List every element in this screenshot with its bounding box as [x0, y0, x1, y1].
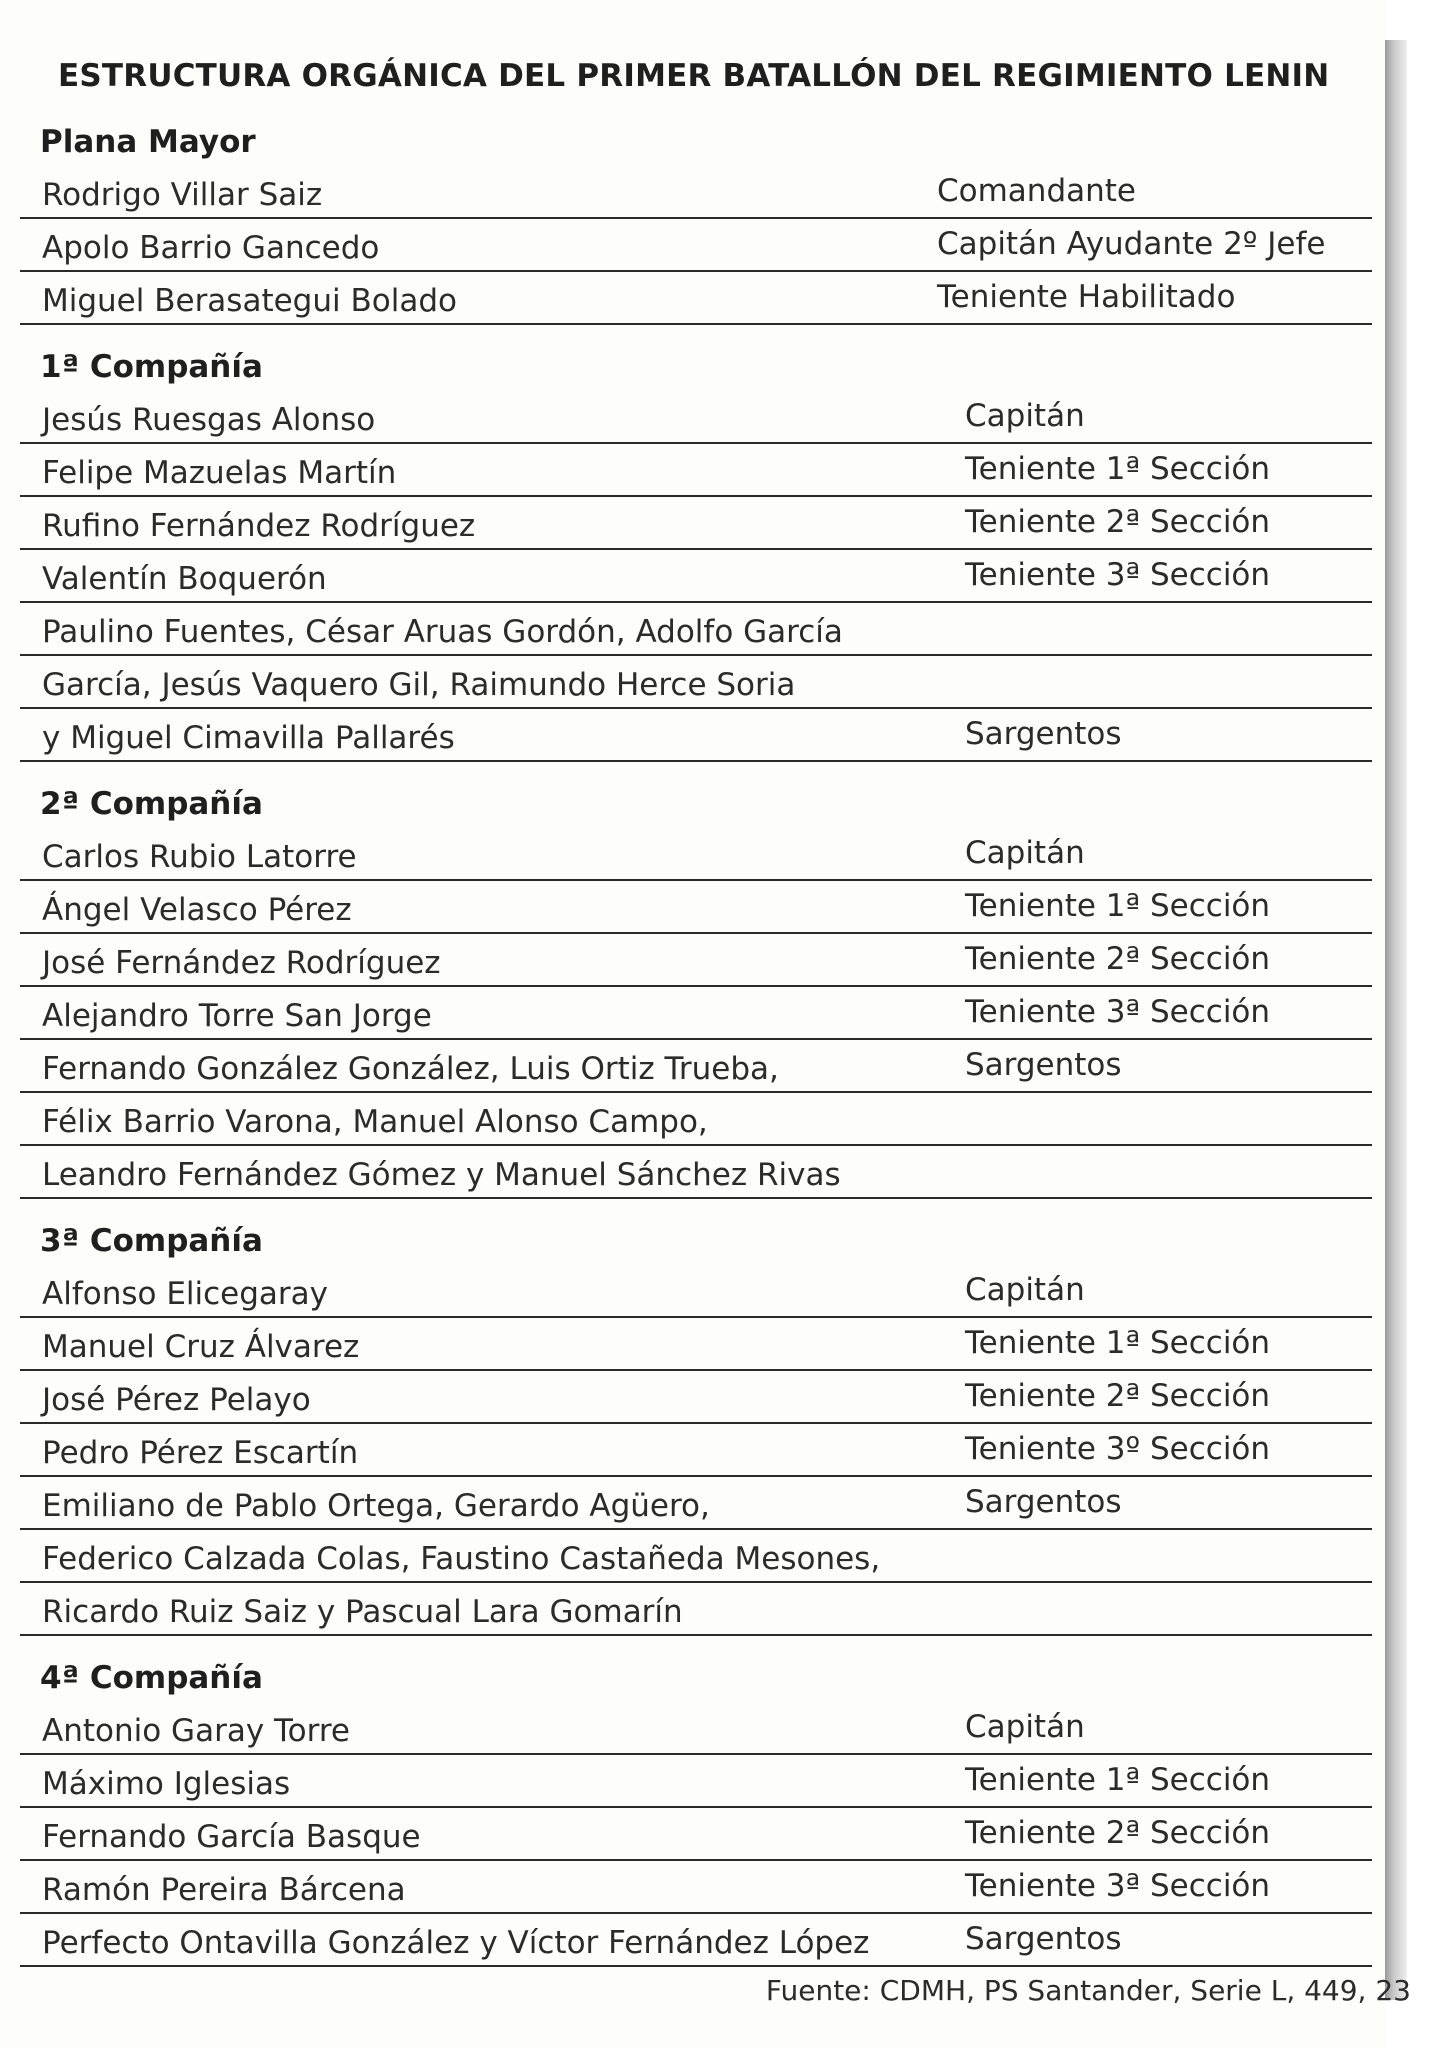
table-row	[20, 391, 1372, 444]
member-name: Felipe Mazuelas Martín	[42, 455, 397, 491]
member-rank: Teniente 2ª Sección	[965, 1815, 1271, 1851]
section-title: Plana Mayor	[40, 124, 256, 160]
page-edge-shadow	[1385, 40, 1407, 2000]
member-rank: Teniente 1ª Sección	[965, 1762, 1271, 1798]
member-name: Federico Calzada Colas, Faustino Castañeda Mesones,	[42, 1541, 881, 1577]
table-row	[20, 1702, 1372, 1755]
member-name: Ricardo Ruiz Saiz y Pascual Lara Gomarín	[42, 1594, 683, 1630]
member-name: Leandro Fernández Gómez y Manuel Sánchez Rivas	[42, 1157, 841, 1193]
member-name: Perfecto Ontavilla González y Víctor Fernández López	[42, 1925, 870, 1961]
member-name: Pedro Pérez Escartín	[42, 1435, 359, 1471]
table-row	[20, 272, 1372, 325]
member-rank: Sargentos	[965, 716, 1122, 752]
member-rank: Comandante	[937, 173, 1137, 209]
table-row	[20, 1093, 1372, 1146]
member-rank: Teniente Habilitado	[937, 279, 1236, 315]
table-row	[20, 1861, 1372, 1914]
member-name: y Miguel Cimavilla Pallarés	[42, 720, 455, 756]
section-3	[20, 1217, 1372, 1636]
member-name: Ramón Pereira Bárcena	[42, 1872, 406, 1908]
table-row	[20, 1318, 1372, 1371]
member-rank: Teniente 3º Sección	[965, 1431, 1271, 1467]
member-name: Paulino Fuentes, César Aruas Gordón, Adolfo García	[42, 614, 843, 650]
table-row	[20, 603, 1372, 656]
source-note: Fuente: CDMH, PS Santander, Serie L, 449, 23	[765, 1974, 1411, 2007]
table-row	[20, 1424, 1372, 1477]
table-row	[20, 1146, 1372, 1199]
member-rank: Capitán	[965, 398, 1085, 434]
member-rank: Sargentos	[965, 1047, 1122, 1083]
member-name: Fernando González González, Luis Ortiz Trueba,	[42, 1051, 779, 1087]
member-rank: Teniente 3ª Sección	[965, 994, 1271, 1030]
table-row	[20, 881, 1372, 934]
table-row	[20, 444, 1372, 497]
member-name: Alejandro Torre San Jorge	[42, 998, 432, 1034]
member-name: Félix Barrio Varona, Manuel Alonso Campo,	[42, 1104, 708, 1140]
table-row	[20, 1808, 1372, 1861]
member-name: Emiliano de Pablo Ortega, Gerardo Agüero,	[42, 1488, 710, 1524]
section-4	[20, 1654, 1372, 1967]
member-rank: Capitán Ayudante 2º Jefe	[937, 226, 1326, 262]
sections-container	[20, 118, 1372, 1967]
member-rank: Teniente 1ª Sección	[965, 1325, 1271, 1361]
member-rank: Capitán	[965, 835, 1085, 871]
table-row	[20, 1477, 1372, 1530]
member-name: Ángel Velasco Pérez	[42, 892, 352, 928]
section-0	[20, 118, 1372, 325]
section-2	[20, 780, 1372, 1199]
member-rank: Teniente 2ª Sección	[965, 941, 1271, 977]
table-row	[20, 1914, 1372, 1967]
table-row	[20, 1265, 1372, 1318]
member-rank: Teniente 2ª Sección	[965, 1378, 1271, 1414]
section-title: 4ª Compañía	[40, 1660, 263, 1696]
member-name: Antonio Garay Torre	[42, 1713, 350, 1749]
document-body	[20, 48, 1372, 1967]
member-name: Miguel Berasategui Bolado	[42, 283, 457, 319]
member-name: Manuel Cruz Álvarez	[42, 1329, 360, 1365]
member-name: Carlos Rubio Latorre	[42, 839, 357, 875]
table-row	[20, 987, 1372, 1040]
member-name: Alfonso Elicegaray	[42, 1276, 329, 1312]
table-row	[20, 934, 1372, 987]
member-name: Rodrigo Villar Saiz	[42, 177, 323, 213]
member-name: Apolo Barrio Gancedo	[42, 230, 380, 266]
table-row	[20, 166, 1372, 219]
table-row	[20, 497, 1372, 550]
section-title: 3ª Compañía	[40, 1223, 263, 1259]
member-name: Jesús Ruesgas Alonso	[42, 402, 376, 438]
member-name: José Fernández Rodríguez	[42, 945, 441, 981]
member-rank: Teniente 3ª Sección	[965, 557, 1271, 593]
table-row	[20, 1040, 1372, 1093]
member-rank: Sargentos	[965, 1921, 1122, 1957]
member-rank: Teniente 1ª Sección	[965, 451, 1271, 487]
member-name: García, Jesús Vaquero Gil, Raimundo Herce Soria	[42, 667, 796, 703]
document-title: ESTRUCTURA ORGÁNICA DEL PRIMER BATALLÓN DEL REGIMIENTO LENIN	[58, 58, 1330, 94]
table-row	[20, 1530, 1372, 1583]
table-row	[20, 828, 1372, 881]
table-row	[20, 1583, 1372, 1636]
member-rank: Teniente 1ª Sección	[965, 888, 1271, 924]
member-name: José Pérez Pelayo	[42, 1382, 311, 1418]
table-row	[20, 1755, 1372, 1808]
section-title: 2ª Compañía	[40, 786, 263, 822]
member-name: Máximo Iglesias	[42, 1766, 291, 1802]
member-rank: Teniente 2ª Sección	[965, 504, 1271, 540]
section-title: 1ª Compañía	[40, 349, 263, 385]
table-row	[20, 1371, 1372, 1424]
member-name: Rufino Fernández Rodríguez	[42, 508, 476, 544]
member-name: Valentín Boquerón	[42, 561, 327, 597]
table-row	[20, 709, 1372, 762]
table-row	[20, 550, 1372, 603]
member-rank: Teniente 3ª Sección	[965, 1868, 1271, 1904]
member-rank: Sargentos	[965, 1484, 1122, 1520]
member-rank: Capitán	[965, 1272, 1085, 1308]
table-row	[20, 656, 1372, 709]
table-row	[20, 219, 1372, 272]
member-name: Fernando García Basque	[42, 1819, 421, 1855]
section-1	[20, 343, 1372, 762]
member-rank: Capitán	[965, 1709, 1085, 1745]
